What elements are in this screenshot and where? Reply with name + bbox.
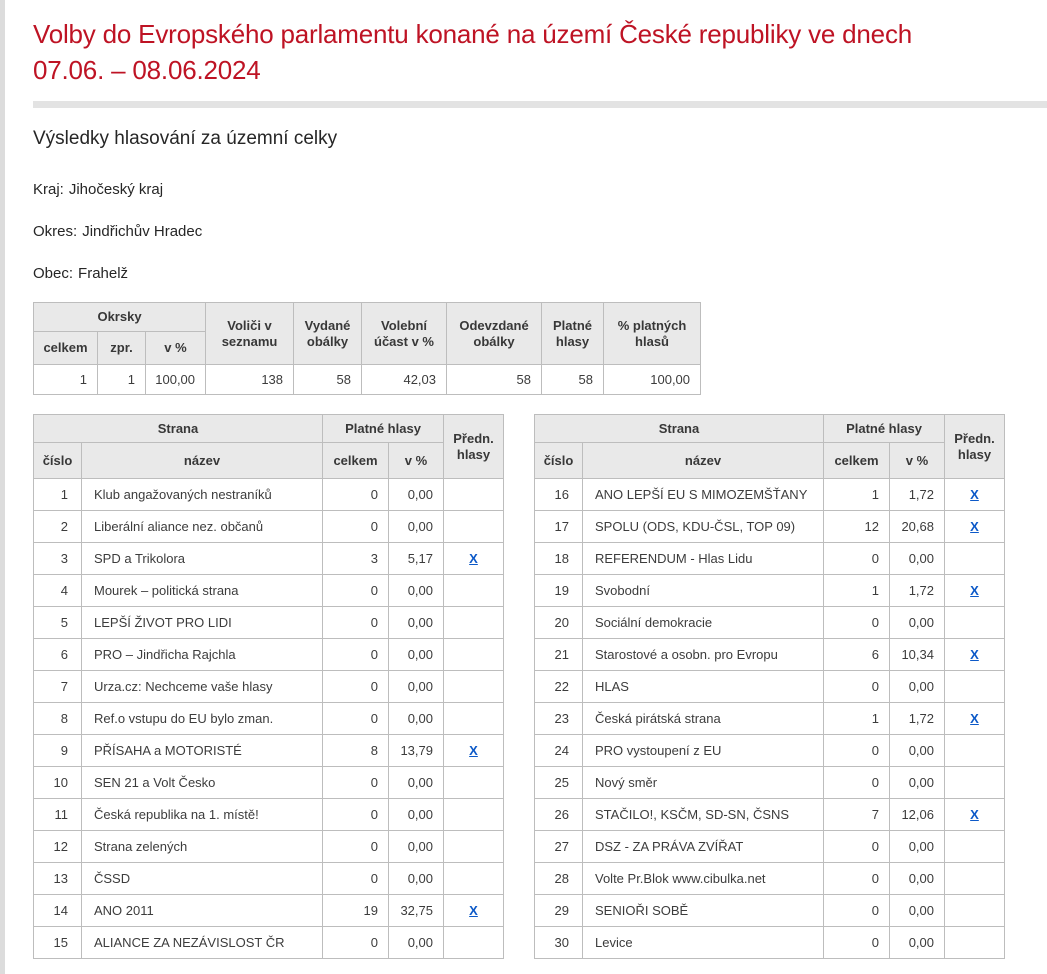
- party-pref-cell: [945, 735, 1005, 767]
- party-pref-cell: [945, 671, 1005, 703]
- party-votes-total: 1: [824, 479, 890, 511]
- party-row: [535, 639, 1005, 671]
- party-votes-total: 12: [824, 511, 890, 543]
- party-votes-percent: 1,72: [890, 479, 945, 511]
- party-tables-wrap: [33, 414, 1047, 959]
- party-name: Starostové a osobn. pro Evropu: [583, 639, 824, 671]
- party-number: 5: [34, 607, 82, 639]
- volebni-ucast-value: 42,03: [362, 365, 447, 395]
- party-name: SENIOŘI SOBĚ: [583, 895, 824, 927]
- party-row: [34, 799, 504, 831]
- party-row: [34, 831, 504, 863]
- col-header-okrsky-zpr: zpr.: [98, 332, 146, 365]
- party-votes-percent: 0,00: [389, 703, 444, 735]
- col-header-platne-hlasy: Platné hlasy: [323, 415, 444, 443]
- party-votes-percent: 0,00: [890, 607, 945, 639]
- col-header-vpct: v %: [890, 443, 945, 479]
- party-votes-total: 0: [824, 543, 890, 575]
- party-pref-cell: [945, 607, 1005, 639]
- col-header-volici-v-seznamu: Voliči v seznamu: [206, 303, 294, 365]
- party-row: [34, 895, 504, 927]
- party-row: [535, 767, 1005, 799]
- col-header-cislo: číslo: [34, 443, 82, 479]
- party-votes-percent: 0,00: [890, 735, 945, 767]
- col-header-okrsky: Okrsky: [34, 303, 206, 332]
- volici-v-seznamu-value: 138: [206, 365, 294, 395]
- party-votes-percent: 1,72: [890, 575, 945, 607]
- party-number: 22: [535, 671, 583, 703]
- party-row: [535, 671, 1005, 703]
- party-number: 27: [535, 831, 583, 863]
- pct-platnych-hlasu-value: 100,00: [604, 365, 701, 395]
- party-row: [535, 511, 1005, 543]
- party-row: [535, 895, 1005, 927]
- party-pref-cell: [444, 607, 504, 639]
- party-row: [535, 863, 1005, 895]
- party-pref-cell: [444, 895, 504, 927]
- party-votes-total: 6: [824, 639, 890, 671]
- party-pref-cell: [444, 575, 504, 607]
- party-number: 26: [535, 799, 583, 831]
- col-header-strana: Strana: [535, 415, 824, 443]
- col-header-vpct: v %: [389, 443, 444, 479]
- vydane-obalky-value: 58: [294, 365, 362, 395]
- party-votes-percent: 0,00: [389, 927, 444, 959]
- party-pref-cell: [945, 831, 1005, 863]
- party-row: [34, 703, 504, 735]
- party-number: 24: [535, 735, 583, 767]
- party-table-left: [33, 414, 504, 959]
- party-number: 11: [34, 799, 82, 831]
- party-name: ALIANCE ZA NEZÁVISLOST ČR: [82, 927, 323, 959]
- party-pref-cell: [945, 703, 1005, 735]
- kraj-label: Kraj:: [33, 181, 64, 198]
- party-row: [535, 735, 1005, 767]
- okrsky-celkem-value: 1: [34, 365, 98, 395]
- party-name: SPD a Trikolora: [82, 543, 323, 575]
- party-pref-cell: [444, 863, 504, 895]
- party-votes-total: 0: [824, 767, 890, 799]
- party-row: [34, 607, 504, 639]
- party-row: [535, 703, 1005, 735]
- party-name: PŘÍSAHA a MOTORISTÉ: [82, 735, 323, 767]
- party-votes-percent: 0,00: [389, 639, 444, 671]
- party-votes-total: 19: [323, 895, 389, 927]
- col-header-cislo: číslo: [535, 443, 583, 479]
- party-votes-total: 0: [824, 607, 890, 639]
- party-votes-total: 0: [323, 703, 389, 735]
- party-number: 3: [34, 543, 82, 575]
- party-number: 9: [34, 735, 82, 767]
- okrsky-vpct-value: 100,00: [146, 365, 206, 395]
- party-table-right-header: [535, 415, 1005, 479]
- title-divider: [33, 101, 1047, 108]
- party-row: [535, 799, 1005, 831]
- preferential-votes-link[interactable]: X: [970, 487, 979, 502]
- party-row: [34, 863, 504, 895]
- party-votes-total: 0: [323, 607, 389, 639]
- party-name: HLAS: [583, 671, 824, 703]
- party-pref-cell: [945, 895, 1005, 927]
- page-left-edge-strip: [0, 0, 5, 974]
- party-row: [34, 639, 504, 671]
- party-votes-percent: 10,34: [890, 639, 945, 671]
- party-name: REFERENDUM - Hlas Lidu: [583, 543, 824, 575]
- party-number: 25: [535, 767, 583, 799]
- party-votes-total: 7: [824, 799, 890, 831]
- obec-value: Frahelž: [78, 265, 129, 282]
- party-votes-percent: 13,79: [389, 735, 444, 767]
- col-header-okrsky-vpct: v %: [146, 332, 206, 365]
- party-name: STAČILO!, KSČM, SD-SN, ČSNS: [583, 799, 824, 831]
- preferential-votes-link[interactable]: X: [970, 647, 979, 662]
- party-row: [535, 575, 1005, 607]
- party-votes-percent: 0,00: [389, 511, 444, 543]
- party-number: 16: [535, 479, 583, 511]
- party-name: PRO – Jindřicha Rajchla: [82, 639, 323, 671]
- party-pref-cell: [945, 799, 1005, 831]
- party-votes-percent: 0,00: [389, 799, 444, 831]
- party-votes-total: 1: [824, 575, 890, 607]
- kraj-value: Jihočeský kraj: [68, 181, 164, 198]
- party-number: 28: [535, 863, 583, 895]
- col-header-pct-platnych-hlasu: % platných hlasů: [604, 303, 701, 365]
- party-name: Česká republika na 1. místě!: [82, 799, 323, 831]
- party-number: 21: [535, 639, 583, 671]
- party-votes-total: 0: [824, 671, 890, 703]
- col-header-celkem: celkem: [323, 443, 389, 479]
- party-pref-cell: [945, 927, 1005, 959]
- party-pref-cell: [444, 831, 504, 863]
- party-row: [535, 927, 1005, 959]
- party-row: [535, 543, 1005, 575]
- party-votes-percent: 0,00: [389, 479, 444, 511]
- party-votes-percent: 0,00: [389, 671, 444, 703]
- party-name: Strana zelených: [82, 831, 323, 863]
- party-name: LEPŠÍ ŽIVOT PRO LIDI: [82, 607, 323, 639]
- party-number: 7: [34, 671, 82, 703]
- party-number: 2: [34, 511, 82, 543]
- party-number: 15: [34, 927, 82, 959]
- col-header-platne-hlasy: Platné hlasy: [542, 303, 604, 365]
- party-pref-cell: [444, 767, 504, 799]
- party-name: Svobodní: [583, 575, 824, 607]
- party-votes-percent: 0,00: [890, 831, 945, 863]
- party-pref-cell: [444, 927, 504, 959]
- page-content: [33, 0, 1047, 959]
- party-votes-percent: 0,00: [890, 671, 945, 703]
- party-name: SPOLU (ODS, KDU-ČSL, TOP 09): [583, 511, 824, 543]
- party-row: [34, 479, 504, 511]
- party-pref-cell: [444, 703, 504, 735]
- party-pref-cell: [945, 575, 1005, 607]
- party-row: [34, 671, 504, 703]
- party-votes-total: 3: [323, 543, 389, 575]
- party-row: [34, 767, 504, 799]
- party-votes-percent: 5,17: [389, 543, 444, 575]
- party-votes-total: 0: [323, 639, 389, 671]
- party-votes-total: 0: [323, 575, 389, 607]
- party-votes-total: 0: [323, 799, 389, 831]
- party-number: 20: [535, 607, 583, 639]
- party-votes-total: 8: [323, 735, 389, 767]
- summary-data-row: [34, 365, 701, 395]
- preferential-votes-link[interactable]: X: [469, 903, 478, 918]
- party-votes-percent: 0,00: [389, 863, 444, 895]
- party-name: Volte Pr.Blok www.cibulka.net: [583, 863, 824, 895]
- party-number: 4: [34, 575, 82, 607]
- party-pref-cell: [444, 735, 504, 767]
- party-pref-cell: [945, 479, 1005, 511]
- party-row: [34, 735, 504, 767]
- section-heading: Výsledky hlasování za územní celky: [33, 128, 338, 149]
- preferential-votes-link[interactable]: X: [469, 743, 478, 758]
- party-pref-cell: [444, 543, 504, 575]
- party-row: [535, 831, 1005, 863]
- party-votes-percent: 0,00: [890, 895, 945, 927]
- party-number: 10: [34, 767, 82, 799]
- party-number: 19: [535, 575, 583, 607]
- party-votes-total: 0: [824, 863, 890, 895]
- col-header-celkem: celkem: [824, 443, 890, 479]
- party-pref-cell: [444, 639, 504, 671]
- party-name: Česká pirátská strana: [583, 703, 824, 735]
- party-votes-percent: 0,00: [389, 831, 444, 863]
- party-number: 17: [535, 511, 583, 543]
- preferential-votes-link[interactable]: X: [970, 519, 979, 534]
- party-number: 18: [535, 543, 583, 575]
- okres-value: Jindřichův Hradec: [82, 223, 203, 240]
- party-name: SEN 21 a Volt Česko: [82, 767, 323, 799]
- party-pref-cell: [945, 639, 1005, 671]
- party-pref-cell: [945, 863, 1005, 895]
- party-row: [535, 607, 1005, 639]
- party-row: [34, 927, 504, 959]
- col-header-platne-hlasy: Platné hlasy: [824, 415, 945, 443]
- party-votes-percent: 0,00: [890, 863, 945, 895]
- party-votes-total: 0: [323, 927, 389, 959]
- party-name: Nový směr: [583, 767, 824, 799]
- preferential-votes-link[interactable]: X: [970, 711, 979, 726]
- preferential-votes-link[interactable]: X: [970, 583, 979, 598]
- okres-line: [33, 223, 1047, 241]
- party-votes-percent: 12,06: [890, 799, 945, 831]
- party-pref-cell: [444, 479, 504, 511]
- party-votes-percent: 1,72: [890, 703, 945, 735]
- preferential-votes-link[interactable]: X: [469, 551, 478, 566]
- party-votes-total: 0: [824, 927, 890, 959]
- party-votes-total: 0: [824, 735, 890, 767]
- platne-hlasy-value: 58: [542, 365, 604, 395]
- okres-label: Okres:: [33, 223, 78, 240]
- party-pref-cell: [945, 543, 1005, 575]
- party-votes-percent: 0,00: [389, 607, 444, 639]
- party-votes-total: 0: [323, 767, 389, 799]
- col-header-nazev: název: [583, 443, 824, 479]
- party-name: Liberální aliance nez. občanů: [82, 511, 323, 543]
- party-name: Sociální demokracie: [583, 607, 824, 639]
- odevzdane-obalky-value: 58: [447, 365, 542, 395]
- party-name: ČSSD: [82, 863, 323, 895]
- col-header-okrsky-celkem: celkem: [34, 332, 98, 365]
- party-pref-cell: [444, 511, 504, 543]
- party-number: 6: [34, 639, 82, 671]
- party-votes-percent: 0,00: [890, 927, 945, 959]
- col-header-vydane-obalky: Vydané obálky: [294, 303, 362, 365]
- party-row: [34, 511, 504, 543]
- party-number: 1: [34, 479, 82, 511]
- party-table-right: [534, 414, 1005, 959]
- party-number: 12: [34, 831, 82, 863]
- party-votes-total: 0: [824, 895, 890, 927]
- party-number: 30: [535, 927, 583, 959]
- page-title: [33, 16, 1047, 88]
- party-votes-percent: 0,00: [890, 543, 945, 575]
- party-votes-total: 0: [323, 863, 389, 895]
- party-pref-cell: [444, 799, 504, 831]
- party-number: 13: [34, 863, 82, 895]
- party-votes-percent: 32,75: [389, 895, 444, 927]
- party-name: ANO LEPŠÍ EU S MIMOZEMŠŤANY: [583, 479, 824, 511]
- summary-table: [33, 302, 701, 395]
- party-name: Levice: [583, 927, 824, 959]
- party-number: 8: [34, 703, 82, 735]
- party-votes-total: 0: [824, 831, 890, 863]
- party-votes-total: 0: [323, 831, 389, 863]
- party-row: [34, 575, 504, 607]
- party-name: Urza.cz: Nechceme vaše hlasy: [82, 671, 323, 703]
- party-votes-total: 0: [323, 479, 389, 511]
- party-row: [535, 479, 1005, 511]
- party-row: [34, 543, 504, 575]
- party-number: 23: [535, 703, 583, 735]
- party-votes-total: 0: [323, 511, 389, 543]
- okrsky-zpr-value: 1: [98, 365, 146, 395]
- party-votes-percent: 0,00: [389, 767, 444, 799]
- party-votes-percent: 20,68: [890, 511, 945, 543]
- party-name: ANO 2011: [82, 895, 323, 927]
- party-pref-cell: [444, 671, 504, 703]
- party-name: Ref.o vstupu do EU bylo zman.: [82, 703, 323, 735]
- obec-line: [33, 265, 1047, 283]
- col-header-volebni-ucast: Volební účast v %: [362, 303, 447, 365]
- col-header-predn-hlasy: Předn. hlasy: [945, 415, 1005, 479]
- party-pref-cell: [945, 767, 1005, 799]
- party-votes-percent: 0,00: [890, 767, 945, 799]
- col-header-odevzdane-obalky: Odevzdané obálky: [447, 303, 542, 365]
- party-number: 29: [535, 895, 583, 927]
- party-name: PRO vystoupení z EU: [583, 735, 824, 767]
- party-pref-cell: [945, 511, 1005, 543]
- party-name: Klub angažovaných nestraníků: [82, 479, 323, 511]
- party-votes-percent: 0,00: [389, 575, 444, 607]
- preferential-votes-link[interactable]: X: [970, 807, 979, 822]
- party-number: 14: [34, 895, 82, 927]
- party-votes-total: 0: [323, 671, 389, 703]
- page-title-dates: 07.06. – 08.06.2024: [33, 55, 261, 85]
- page-title-text: Volby do Evropského parlamentu konané na území České republiky ve dnech: [33, 19, 913, 49]
- col-header-nazev: název: [82, 443, 323, 479]
- party-votes-total: 1: [824, 703, 890, 735]
- col-header-predn-hlasy: Předn. hlasy: [444, 415, 504, 479]
- kraj-line: [33, 181, 1047, 199]
- party-name: DSZ - ZA PRÁVA ZVÍŘAT: [583, 831, 824, 863]
- summary-table-header: [34, 303, 701, 365]
- party-table-left-header: [34, 415, 504, 479]
- col-header-strana: Strana: [34, 415, 323, 443]
- party-name: Mourek – politická strana: [82, 575, 323, 607]
- obec-label: Obec:: [33, 265, 74, 282]
